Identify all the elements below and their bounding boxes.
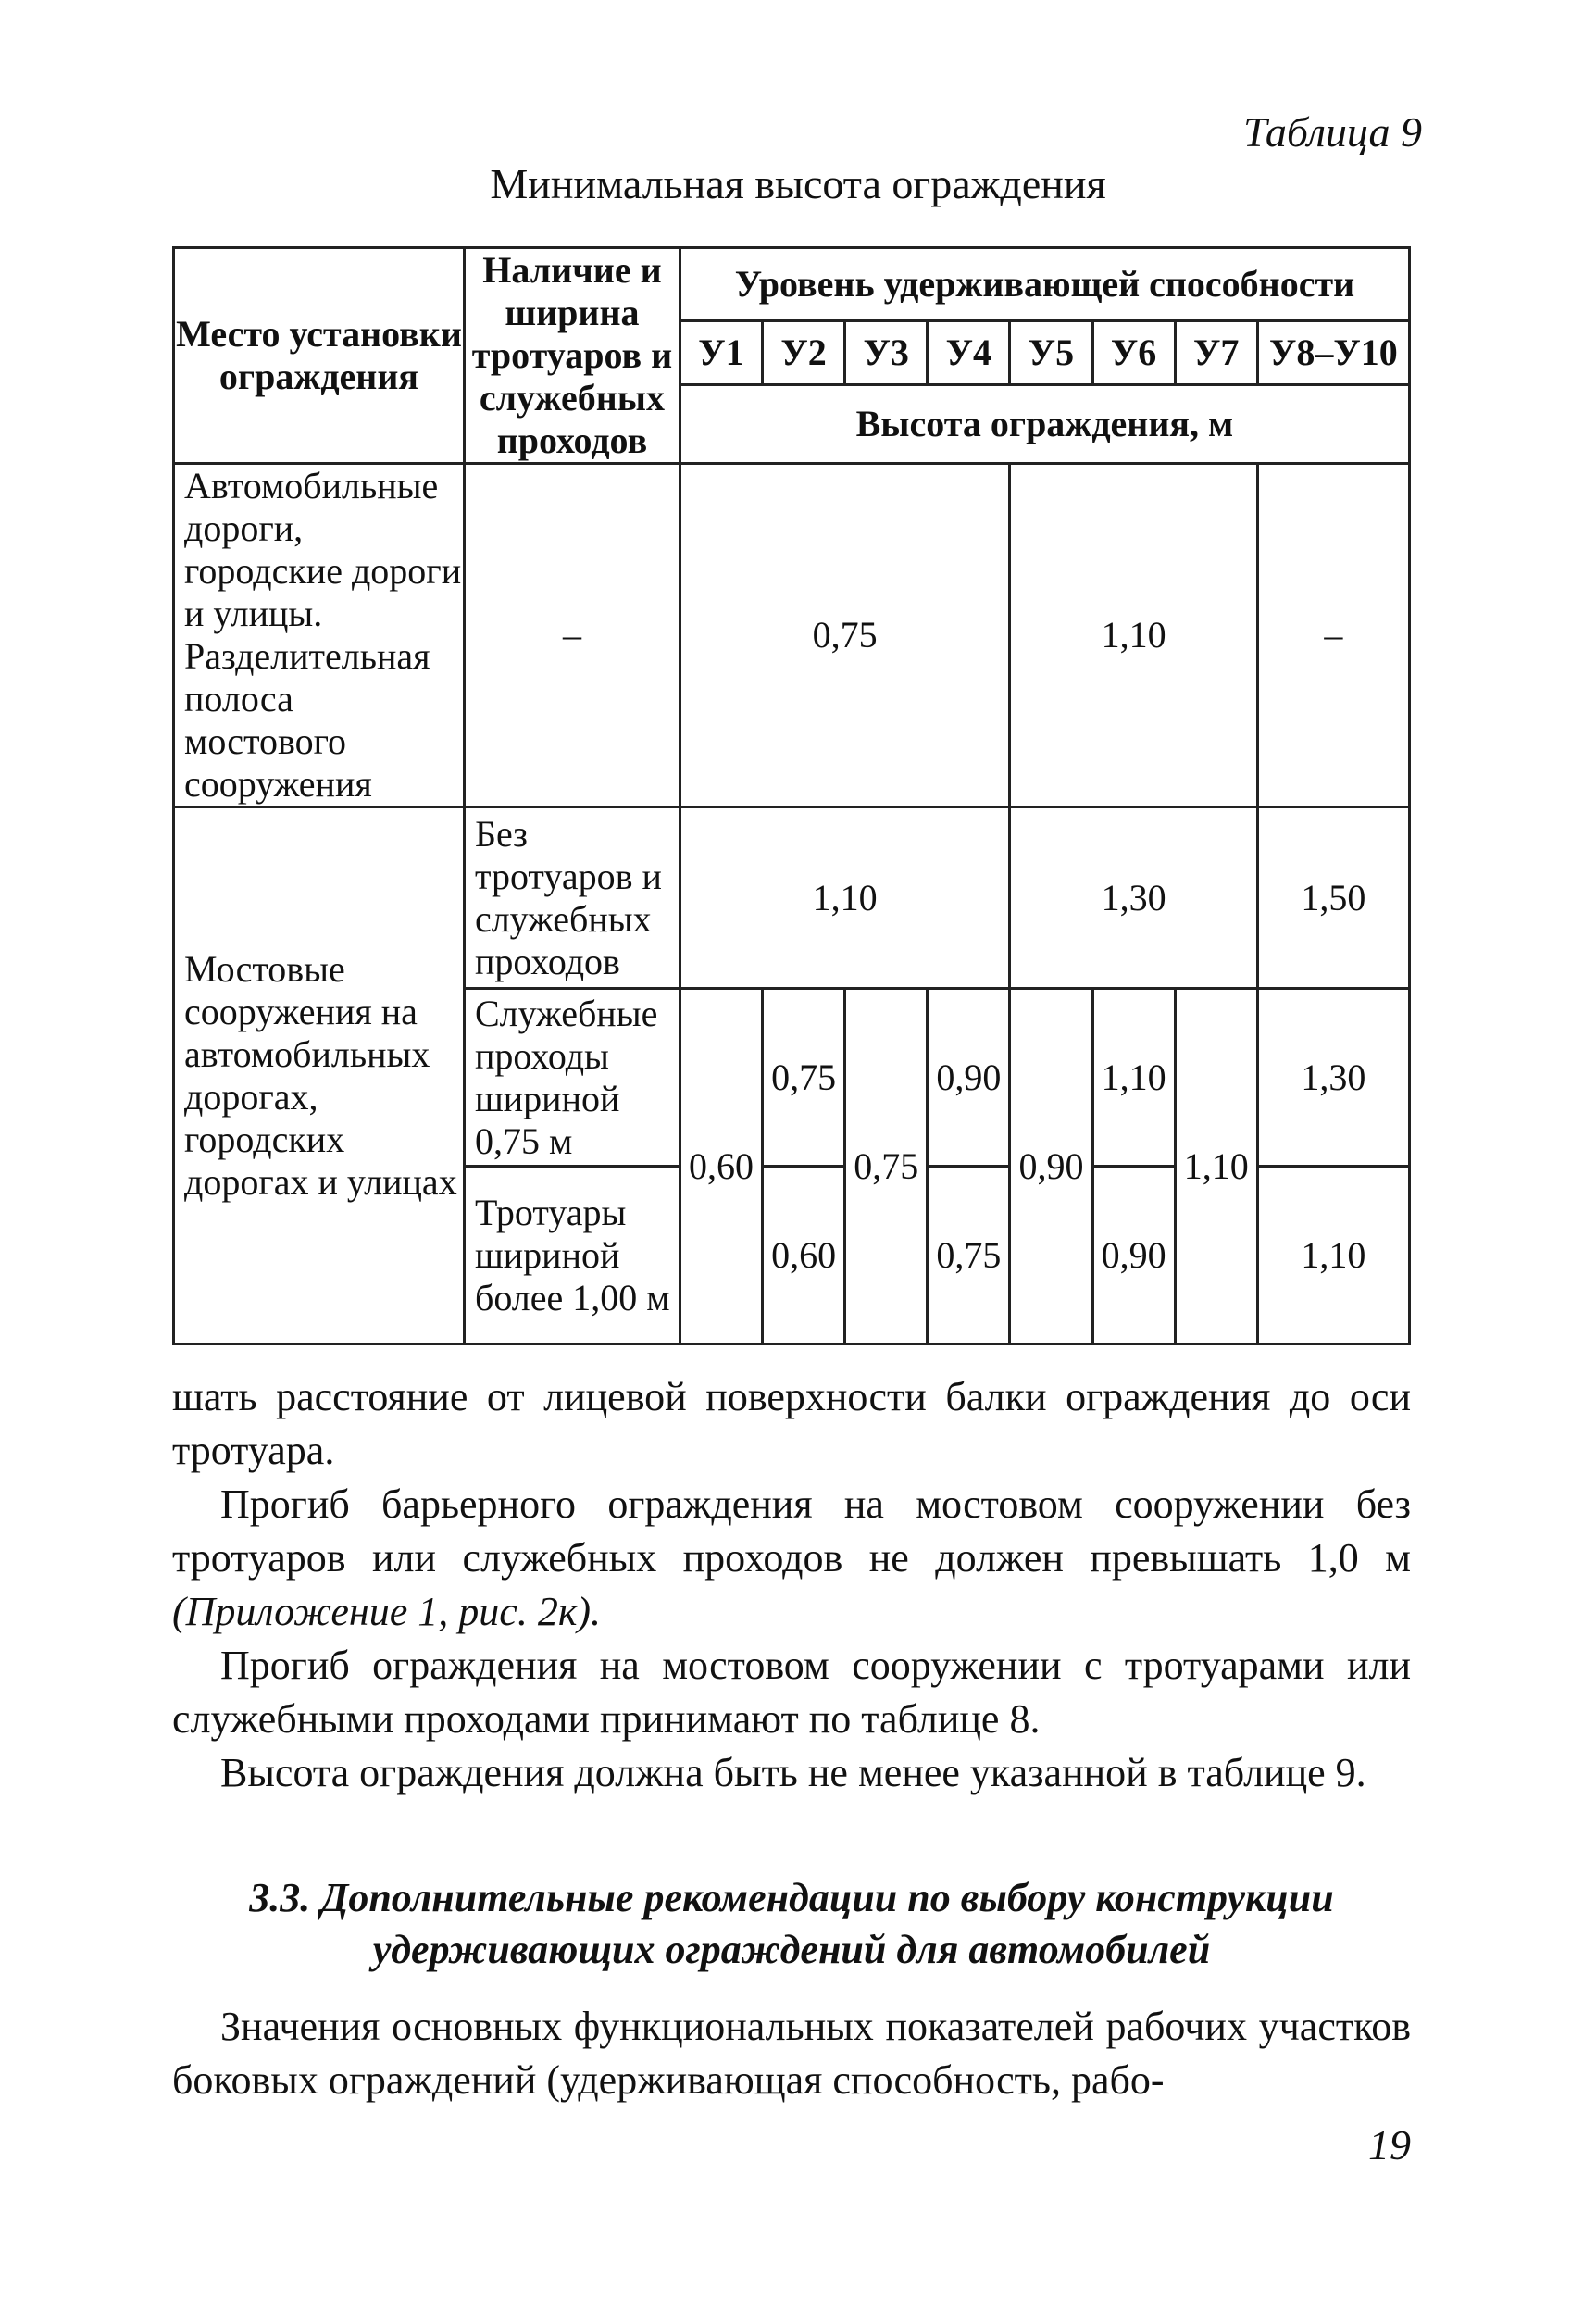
row1-place: Автомобильные дороги, городские дороги и улицы. Разделительная полоса мостового сооружения	[174, 464, 465, 807]
row2c-sidewalk: Тротуары шириной более 1,00 м	[464, 1167, 680, 1344]
level-u8-u10: У8–У10	[1257, 321, 1409, 385]
row2c-u6: 0,90	[1092, 1167, 1175, 1344]
table-title: Минимальная высота ограждения	[490, 160, 1106, 207]
row1-value-u8: –	[1257, 464, 1409, 807]
row2-place: Мостовые сооружения на автомобильных дорогах, городских дорогах и улицах	[174, 807, 465, 1344]
level-u2: У2	[763, 321, 845, 385]
row2b-u6: 1,10	[1092, 989, 1175, 1167]
level-u6: У6	[1092, 321, 1175, 385]
header-level: Уровень удерживающей способности	[680, 248, 1409, 321]
shared-u5: 0,90	[1010, 989, 1092, 1344]
row1-sidewalk: –	[464, 464, 680, 807]
header-place: Место установки ограждения	[174, 248, 465, 464]
paragraph-5: Значения основных функциональных показателей рабочих участков боковых ограждений (удерживающая способность, рабо-	[172, 2004, 1411, 2103]
row2b-u8: 1,30	[1257, 989, 1409, 1167]
row2b-sidewalk: Служебные проходы шириной 0,75 м	[464, 989, 680, 1167]
table-caption: Таблица 9	[1242, 108, 1422, 156]
page-number: 19	[1368, 2121, 1411, 2168]
paragraph-1: шать расстояние от лицевой поверхности балки ограждения до оси тротуара.	[172, 1374, 1411, 1473]
header-height: Высота ограждения, м	[680, 384, 1409, 463]
shared-u7: 1,10	[1175, 989, 1257, 1344]
row2b-u4: 0,90	[928, 989, 1010, 1167]
paragraph-4: Высота ограждения должна быть не менее указанной в таблице 9.	[220, 1750, 1366, 1795]
row2a-value-u1-u4: 1,10	[680, 807, 1010, 989]
row2a-sidewalk: Без тротуаров и служебных проходов	[464, 807, 680, 989]
header-sidewalk: Наличие и ширина тротуаров и служебных проходов	[464, 248, 680, 464]
level-u5: У5	[1010, 321, 1092, 385]
level-u4: У4	[928, 321, 1010, 385]
paragraph-2-reference: (Приложение 1, рис. 2к).	[172, 1589, 602, 1634]
row2c-u2: 0,60	[763, 1167, 845, 1344]
paragraph-2	[172, 1478, 1411, 1639]
shared-u1: 0,60	[680, 989, 762, 1344]
section-title: 3.3. Дополнительные рекомендации по выбору конструкции удерживающих ограждений для автомобилей	[249, 1875, 1334, 1972]
height-table	[172, 246, 1411, 1345]
level-u3: У3	[845, 321, 928, 385]
paragraph-3: Прогиб ограждения на мостовом сооружении с тротуарами или служебными проходами принимают по таблице 8.	[172, 1643, 1411, 1742]
paragraph-2-text: Прогиб барьерного ограждения на мостовом сооружении без тротуаров или служебных проходов не должен превышать 1,0 м	[172, 1481, 1411, 1581]
level-u7: У7	[1175, 321, 1257, 385]
row2b-u2: 0,75	[763, 989, 845, 1167]
row2a-value-u8: 1,50	[1257, 807, 1409, 989]
row1-value-u5-u7: 1,10	[1010, 464, 1257, 807]
row2c-u4: 0,75	[928, 1167, 1010, 1344]
row1-value-u1-u4: 0,75	[680, 464, 1010, 807]
row2a-value-u5-u7: 1,30	[1010, 807, 1257, 989]
shared-u3: 0,75	[845, 989, 928, 1344]
row2c-u8: 1,10	[1257, 1167, 1409, 1344]
level-u1: У1	[680, 321, 762, 385]
